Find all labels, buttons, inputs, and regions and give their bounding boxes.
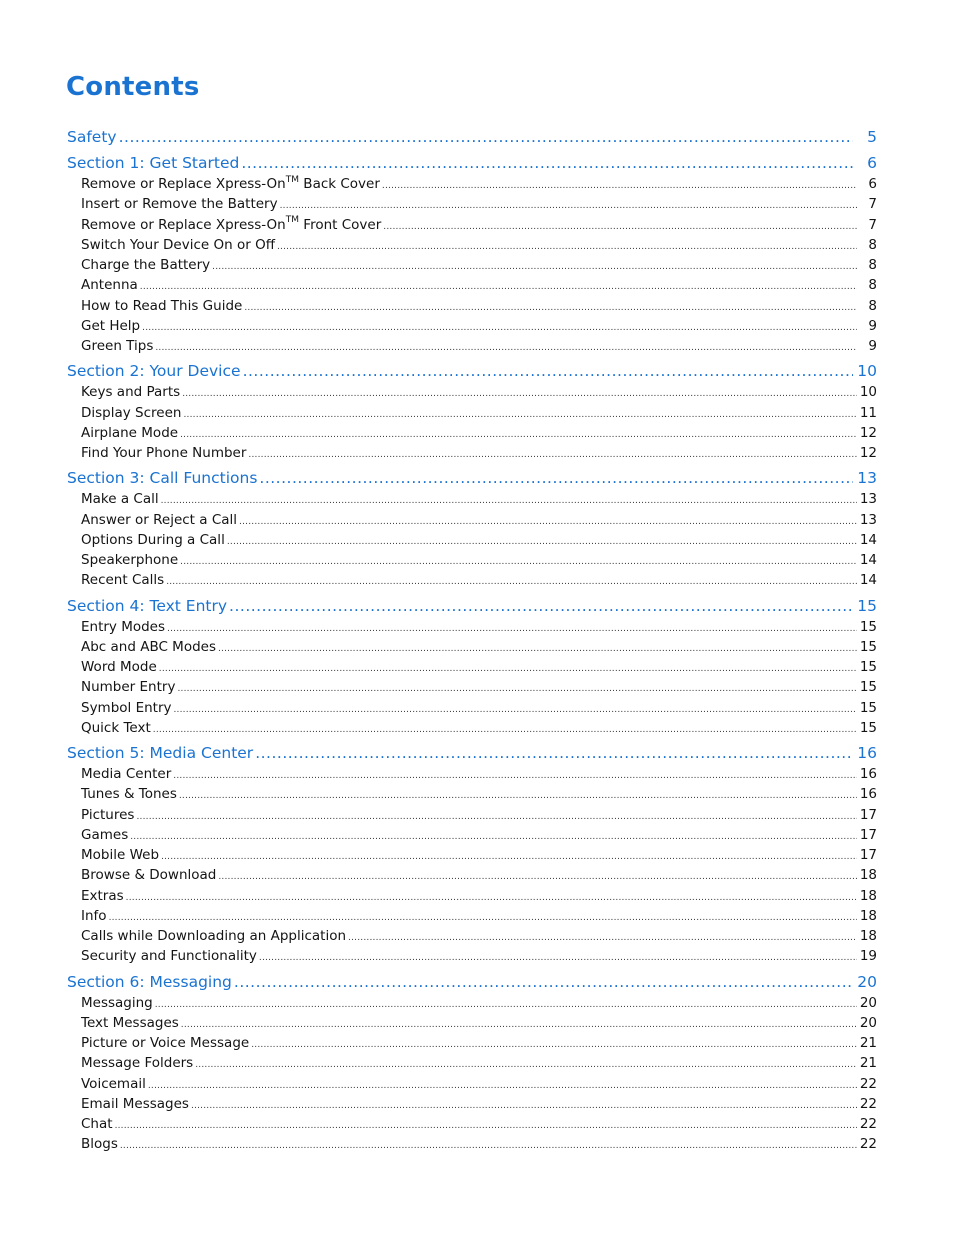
toc-item-entry[interactable] [67,1114,877,1134]
toc-item-label [81,946,257,966]
toc-item-entry[interactable] [67,637,877,657]
toc-item-page: 14 [859,531,877,548]
toc-item-page: 17 [859,847,877,863]
toc-leader-dots [179,786,857,806]
toc-section-page: 16 [857,744,877,762]
toc-leader-dots [227,532,857,552]
toc-item-page: 12 [859,424,877,441]
toc-item-text: Number Entry [81,679,176,696]
toc-leader-dots [243,360,853,382]
toc-item-entry[interactable] [67,1053,877,1073]
toc-item-label [81,510,237,530]
toc-section-label: Section 6: Messaging [67,972,232,991]
toc-item-text: Extras [81,887,124,904]
toc-section-entry[interactable] [67,467,877,489]
toc-item-label [81,215,381,235]
toc-item-entry[interactable] [67,174,877,194]
toc-item-label [81,570,164,590]
toc-item-entry[interactable] [67,784,877,804]
toc-section-page: 6 [867,154,877,172]
toc-leader-dots [181,1015,857,1035]
toc-leader-dots [115,1116,857,1136]
toc-item-label [81,403,181,423]
toc-item-label [81,382,180,402]
toc-item-entry[interactable] [67,403,877,423]
toc-item-entry[interactable] [67,235,877,255]
toc-leader-dots [142,318,857,338]
toc-item-page: 18 [859,907,877,924]
toc-item-page: 22 [859,1075,877,1092]
toc-item-label [81,296,242,316]
toc-item-text: Get Help [81,317,141,334]
toc-item-text: Green Tips [81,338,154,354]
toc-leader-dots [161,491,857,511]
toc-item-text: Message Folders [81,1055,194,1072]
toc-item-entry[interactable] [67,886,877,906]
toc-item-text: Picture or Voice Message [81,1035,250,1051]
toc-item-label [81,865,216,885]
toc-section-label: Section 4: Text Entry [67,596,228,615]
toc-leader-dots [182,384,857,404]
toc-item-text: Email Messages [81,1095,189,1112]
toc-item-text: Abc and ABC Modes [81,638,216,655]
toc-item-entry[interactable] [67,698,877,718]
toc-item-label [81,677,175,697]
toc-item-page: 6 [868,176,877,192]
table-of-contents [67,126,877,1159]
toc-item-text: Make a Call [81,491,159,508]
toc-item-entry[interactable] [67,1074,877,1094]
toc-item-entry[interactable] [67,764,877,784]
toc-item-page: 9 [868,338,877,354]
toc-item-text: Chat [81,1116,113,1132]
toc-item-entry[interactable] [67,617,877,637]
toc-item-entry[interactable] [67,1033,877,1053]
toc-item-text-suffix: Front Cover [299,216,382,233]
toc-item-page: 22 [859,1095,877,1112]
toc-item-page: 16 [859,786,877,803]
toc-item-entry[interactable] [67,530,877,550]
toc-leader-dots [234,971,853,993]
toc-item-page: 9 [868,317,877,334]
toc-item-entry[interactable] [67,423,877,443]
toc-item-text: Remove or Replace Xpress-On [81,176,286,192]
toc-item-text: Security and Functionality [81,948,257,965]
toc-item-page: 18 [859,887,877,904]
toc-section-page: 15 [857,596,877,615]
toc-item-label [81,550,178,570]
toc-item-page: 12 [859,445,877,461]
toc-leader-dots [251,1035,857,1055]
toc-section-label: Section 2: Your Device [67,362,241,381]
toc-item-page: 13 [859,511,877,528]
toc-item-label [81,194,278,214]
toc-section-entry[interactable] [67,360,877,382]
page-title: Contents [66,72,200,102]
toc-item-label [81,443,246,463]
toc-leader-dots [280,196,857,216]
toc-item-label [81,1074,146,1094]
toc-item-entry[interactable] [67,825,877,845]
toc-item-text: Remove or Replace Xpress-On [81,216,286,233]
toc-item-page: 14 [859,552,877,568]
toc-item-page: 15 [859,679,877,696]
toc-leader-dots [136,807,857,827]
toc-item-entry[interactable] [67,296,877,316]
toc-leader-dots [241,152,853,174]
toc-section-entry[interactable] [67,152,877,174]
toc-item-page: 13 [859,491,877,508]
toc-item-entry[interactable] [67,657,877,677]
toc-item-page: 14 [859,572,877,589]
toc-item-text: Symbol Entry [81,699,172,716]
toc-item-label [81,906,107,926]
toc-item-page: 17 [859,826,877,843]
toc-item-entry[interactable] [67,382,877,402]
toc-item-entry[interactable] [67,316,877,336]
toc-item-text: Mobile Web [81,847,160,863]
toc-item-label [81,845,159,865]
toc-item-label [81,1013,179,1033]
toc-item-page: 20 [859,1014,877,1031]
toc-item-page: 11 [859,404,877,421]
toc-item-entry[interactable] [67,1134,877,1154]
toc-item-entry[interactable] [67,255,877,275]
toc-leader-dots [173,766,857,786]
toc-item-entry[interactable] [67,510,877,530]
toc-item-page: 8 [868,277,877,294]
toc-item-entry[interactable] [67,865,877,885]
toc-leader-dots [174,700,858,720]
toc-leader-dots [161,847,857,867]
toc-item-entry[interactable] [67,946,877,966]
toc-item-label [81,805,134,825]
toc-item-text: Pictures [81,806,135,823]
toc-item-label [81,886,124,906]
toc-item-label [81,316,140,336]
toc-leader-dots [120,1136,857,1156]
toc-leader-dots [155,995,857,1015]
toc-item-entry[interactable] [67,845,877,865]
toc-item-text: Find Your Phone Number [81,445,247,461]
toc-section-entry[interactable] [67,595,877,617]
toc-item-label [81,275,138,295]
toc-leader-dots [183,405,857,425]
toc-section-entry[interactable] [67,126,877,148]
toc-section-page: 10 [857,362,877,381]
toc-item-page: 17 [859,806,877,823]
toc-item-label [81,489,159,509]
toc-item-page: 20 [859,994,877,1011]
toc-leader-dots [195,1055,857,1075]
toc-item-entry[interactable] [67,275,877,295]
toc-item-entry[interactable] [67,194,877,214]
toc-leader-dots [119,126,853,148]
toc-item-text: Airplane Mode [81,424,179,441]
toc-item-page: 15 [859,638,877,655]
toc-item-page: 15 [859,659,877,675]
toc-leader-dots [212,257,857,277]
toc-section-entry[interactable] [67,971,877,993]
trademark-superscript: TM [285,174,300,185]
toc-item-text: Tunes & Tones [81,786,177,803]
toc-item-page: 22 [859,1136,877,1153]
toc-section-page: 5 [867,128,877,146]
toc-section-page: 20 [857,972,877,991]
toc-leader-dots [244,298,857,318]
toc-section-label: Section 5: Media Center [67,744,254,762]
toc-leader-dots [155,338,857,358]
toc-item-entry[interactable] [67,718,877,738]
toc-item-page: 8 [868,236,877,253]
toc-leader-dots [218,639,857,659]
toc-leader-dots [239,512,857,532]
toc-item-label [81,637,216,657]
toc-item-page: 16 [859,766,877,782]
toc-item-label [81,784,177,804]
toc-item-entry[interactable] [67,570,877,590]
toc-item-text: Text Messages [81,1014,179,1031]
toc-leader-dots [229,595,853,617]
toc-leader-dots [148,1076,857,1096]
toc-item-text: Blogs [81,1136,118,1153]
toc-item-label [81,255,210,275]
toc-item-entry[interactable] [67,550,877,570]
toc-item-label [81,1114,113,1134]
toc-item-text: Keys and Parts [81,384,181,401]
toc-item-page: 15 [859,699,877,716]
toc-item-text: Recent Calls [81,572,165,589]
toc-item-label [81,235,275,255]
toc-item-text: Games [81,826,129,843]
toc-leader-dots [126,888,857,908]
toc-leader-dots [153,720,857,740]
toc-item-entry[interactable] [67,336,877,356]
toc-leader-dots [177,679,857,699]
toc-item-page: 15 [859,618,877,635]
toc-leader-dots [259,948,857,968]
toc-item-page: 18 [859,867,877,884]
toc-item-label [81,993,153,1013]
toc-item-entry[interactable] [67,993,877,1013]
toc-item-text-suffix: Back Cover [299,176,380,192]
toc-item-text: Media Center [81,766,172,782]
toc-leader-dots [382,176,857,196]
trademark-superscript: TM [285,215,300,225]
toc-section-label: Safety [67,128,117,146]
toc-item-text: Options During a Call [81,531,225,548]
toc-item-page: 18 [859,928,877,944]
toc-item-label [81,926,346,946]
toc-item-page: 22 [859,1116,877,1132]
toc-item-label [81,1053,193,1073]
toc-item-text: Insert or Remove the Battery [81,196,278,213]
toc-item-label [81,617,165,637]
toc-leader-dots [180,552,857,572]
toc-item-page: 7 [868,196,877,213]
toc-item-label [81,825,128,845]
toc-item-text: Word Mode [81,659,157,675]
toc-item-text: Display Screen [81,404,182,421]
toc-item-label [81,1033,249,1053]
toc-item-entry[interactable] [67,1013,877,1033]
toc-section-label: Section 3: Call Functions [67,469,258,488]
toc-item-entry[interactable] [67,1094,877,1114]
toc-item-text: Calls while Downloading an Application [81,928,347,944]
toc-leader-dots [159,659,857,679]
toc-item-page: 7 [868,216,877,233]
toc-item-page: 8 [868,257,877,273]
toc-item-label [81,764,171,784]
toc-leader-dots [248,445,857,465]
toc-item-text: How to Read This Guide [81,297,243,314]
toc-leader-dots [218,867,857,887]
toc-item-text: Messaging [81,994,153,1011]
toc-item-label [81,657,157,677]
toc-item-text: Speakerphone [81,552,179,568]
toc-item-label [81,174,380,194]
toc-item-entry[interactable] [67,677,877,697]
toc-section-page: 13 [857,469,877,488]
toc-item-entry[interactable] [67,215,877,235]
toc-item-page: 21 [859,1055,877,1072]
toc-item-text: Browse & Download [81,867,217,884]
toc-item-page: 10 [859,384,877,401]
toc-item-entry[interactable] [67,926,877,946]
toc-leader-dots [348,928,857,948]
toc-item-text: Answer or Reject a Call [81,511,238,528]
toc-section-label: Section 1: Get Started [67,154,240,172]
toc-item-label [81,1094,189,1114]
toc-leader-dots [191,1096,857,1116]
toc-item-text: Charge the Battery [81,257,211,273]
toc-leader-dots [109,908,857,928]
toc-leader-dots [277,237,857,257]
toc-item-text: Info [81,907,107,924]
toc-item-entry[interactable] [67,906,877,926]
toc-item-text: Voicemail [81,1075,146,1092]
toc-item-text: Quick Text [81,719,151,736]
toc-item-text: Entry Modes [81,618,166,635]
toc-item-page: 21 [859,1035,877,1051]
toc-item-label [81,718,151,738]
toc-item-page: 19 [859,948,877,965]
toc-item-text: Antenna [81,277,138,294]
toc-item-page: 15 [859,719,877,736]
toc-leader-dots [383,217,857,237]
toc-item-label [81,336,153,356]
toc-item-entry[interactable] [67,489,877,509]
toc-item-label [81,698,172,718]
toc-leader-dots [255,742,853,764]
toc-leader-dots [167,619,857,639]
toc-item-entry[interactable] [67,443,877,463]
toc-item-label [81,1134,118,1154]
toc-leader-dots [140,277,857,297]
toc-item-page: 8 [868,297,877,314]
toc-leader-dots [130,827,857,847]
toc-leader-dots [166,572,857,592]
toc-leader-dots [180,425,857,445]
toc-item-label [81,423,178,443]
toc-item-label [81,530,225,550]
toc-section-entry[interactable] [67,742,877,764]
toc-item-text: Switch Your Device On or Off [81,236,275,253]
toc-item-entry[interactable] [67,805,877,825]
toc-leader-dots [259,467,853,489]
